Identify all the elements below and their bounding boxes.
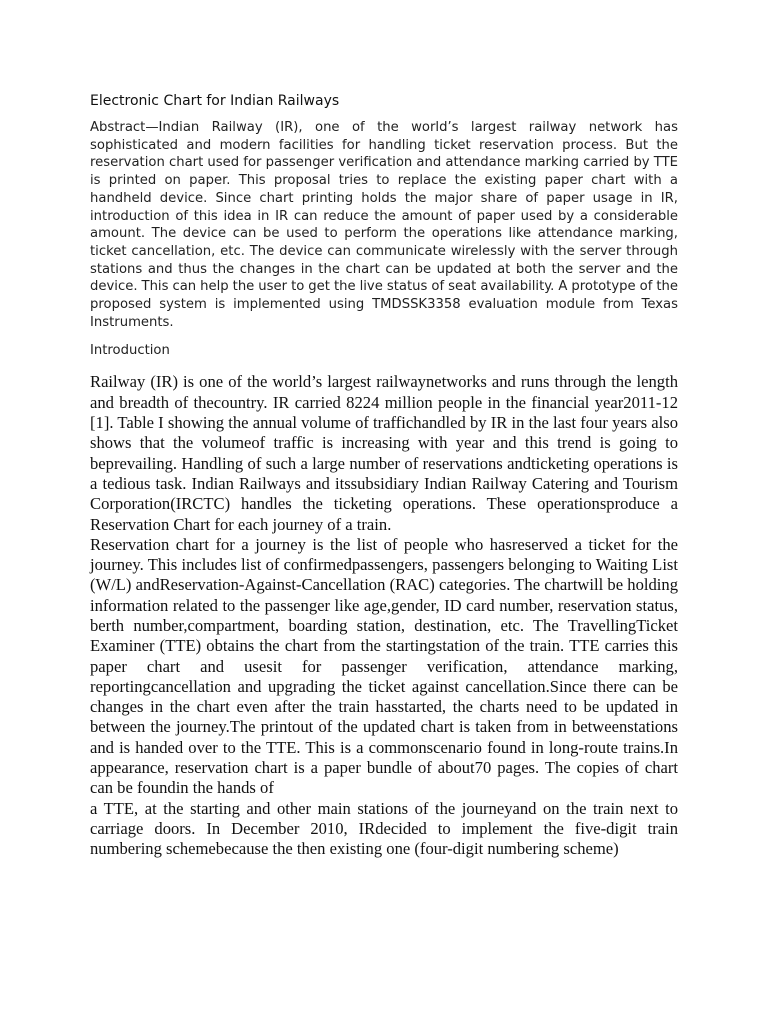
body-paragraph-2: Reservation chart for a journey is the list of people who hasreserved a ticket for the journey. This includes list of confirmedpassengers, passengers belonging to Waiting List (W/L) andReservation-Against-Cancellation (RAC) categories. The chartwill be holding information related to the passenger like age,gender, ID card number, reservation status, berth number,compartment, boarding station, destination, etc. The TravellingTicket Examiner (TTE) obtains the chart from the startingstation of the train. TTE carries this paper chart and usesit for passenger verification, attendance marking, reportingcancellation and upgrading the ticket against cancellation.Since there can be changes in the chart even after the train hasstarted, the charts need to be updated in between the journey.The printout of the updated chart is taken from in betweenstations and is handed over to the TTE. This is a commonscenario found in long-route trains.In appearance, reservation chart is a paper bundle of about70 pages. The copies of chart can be foundin the hands of — [90, 534, 678, 798]
document-page — [90, 92, 678, 860]
body-paragraph-1: Railway (IR) is one of the world’s largest railwaynetworks and runs through the length and breadth of thecountry. IR carried 8224 million people in the financial year2011-12 [1]. Table I showing the annual volume of traffichandled by IR in the last four years also shows that the volumeof traffic is increasing with year and this trend is going to beprevailing. Handling of such a large number of reservations andticketing operations is a tedious task. Indian Railways and itssubsidiary Indian Railway Catering and Tourism Corporation(IRCTC) handles the ticketing operations. These operationsproduce a Reservation Chart for each journey of a train. — [90, 372, 678, 534]
document-title: Electronic Chart for Indian Railways — [90, 93, 340, 109]
section-heading-introduction: Introduction — [90, 343, 170, 359]
abstract-paragraph: Abstract—Indian Railway (IR), one of the world’s largest railway network has sophisticated and modern facilities for handling ticket reservation process. But the reservation chart used for passenger verification and attendance marking carried by TTE is printed on paper. This proposal tries to replace the existing paper chart with a handheld device. Since chart printing holds the major share of paper usage in IR, introduction of this idea in IR can reduce the amount of paper used by a considerable amount. The device can be used to perform the operations like attendance marking, ticket cancellation, etc. The device can communicate wirelessly with the server through stations and thus the changes in the chart can be updated at both the server and the device. This can help the user to get the live status of seat availability. A prototype of the proposed system is implemented using TMDSSK3358 evaluation module from Texas Instruments. — [90, 120, 678, 330]
body-paragraph-3: a TTE, at the starting and other main stations of the journeyand on the train next to carriage doors. In December 2010, IRdecided to implement the five-digit train numbering schemebecause the then existing one (four-digit numbering scheme) — [90, 798, 678, 859]
